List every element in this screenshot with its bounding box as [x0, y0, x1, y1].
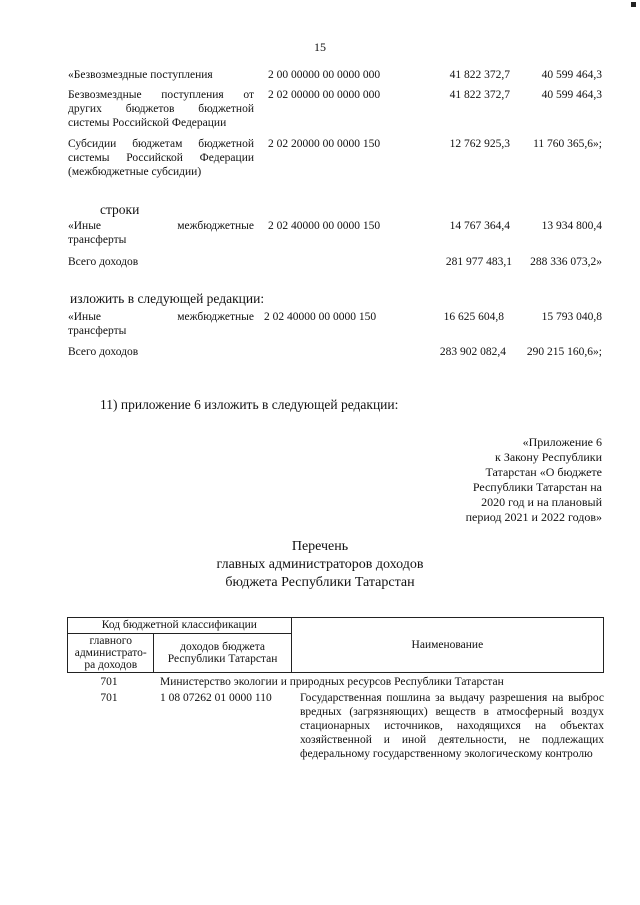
- row-code: 2 02 40000 00 0000 150: [264, 311, 377, 323]
- row-value-2020: 12 762 925,3: [449, 138, 510, 150]
- row-code: 2 02 20000 00 0000 150: [268, 138, 381, 150]
- strings-label: строки: [100, 202, 140, 217]
- row-value-2021: 11 760 365,6»;: [533, 138, 602, 150]
- list-subtitle: бюджета Республики Татарстан: [225, 575, 415, 590]
- admin-code-cell: 701: [100, 676, 118, 688]
- row-value-2021: 288 336 073,2»: [530, 256, 602, 268]
- row-name: [68, 219, 254, 247]
- row-value-2021: 40 599 464,3: [541, 89, 602, 101]
- row-name-part: межбюджетные: [177, 311, 254, 323]
- row-name-part: межбюджетные: [177, 220, 254, 232]
- item-11-paragraph: 11) приложение 6 изложить в следующей редакции:: [100, 397, 399, 412]
- row-value-2021: 15 793 040,8: [541, 311, 602, 323]
- row-name: Всего доходов: [68, 346, 139, 358]
- appendix-line: 2020 год и на плановый: [481, 495, 602, 509]
- row-value-2020: 41 822 372,7: [449, 89, 510, 101]
- appendix-line: «Приложение 6: [522, 435, 602, 449]
- row-value-2021: 13 934 800,4: [541, 220, 602, 232]
- list-subtitle: главных администраторов доходов: [216, 557, 424, 572]
- row-name-part: «Иные: [68, 220, 102, 232]
- list-title: Перечень: [291, 539, 349, 554]
- appendix-line: Татарстан «О бюджете: [485, 465, 602, 479]
- admin-code-cell: 701: [100, 692, 118, 704]
- header-name-cell: Наименование: [291, 618, 603, 673]
- page-number: 15: [314, 40, 326, 54]
- revenue-code-cell: 1 08 07262 01 0000 110: [160, 692, 272, 704]
- row-code: 2 02 40000 00 0000 150: [268, 220, 381, 232]
- row-code: 2 00 00000 00 0000 000: [268, 69, 381, 81]
- row-value-2020: 16 625 604,8: [443, 311, 504, 323]
- row-value-2020: 41 822 372,7: [449, 69, 510, 81]
- appendix-line: период 2021 и 2022 годов»: [465, 510, 602, 524]
- appendix-line: к Закону Республики: [494, 450, 602, 464]
- row-value-2021: 290 215 160,6»;: [526, 346, 602, 358]
- row-name-part: «Иные: [68, 311, 102, 323]
- new-edition-label: изложить в следующей редакции:: [70, 291, 265, 306]
- row-code: 2 02 00000 00 0000 000: [268, 89, 381, 101]
- row-value-2020: 281 977 483,1: [445, 256, 512, 268]
- row-name: Безвозмездные поступления от других бюджетов бюджетной системы Российской Федерации: [68, 89, 254, 129]
- header-admin-cell: главного администрато-ра доходов: [68, 634, 154, 673]
- header-group-cell: Код бюджетной классификации: [68, 618, 292, 634]
- appendix-line: Республики Татарстан на: [472, 480, 602, 494]
- row-name: Всего доходов: [68, 256, 139, 268]
- row-name-part: трансферты: [68, 234, 127, 246]
- row-name: Субсидии бюджетам бюджетной системы Российской Федерации (межбюджетные субсидии): [68, 138, 254, 178]
- row-value-2021: 40 599 464,3: [541, 69, 602, 81]
- name-cell: Государственная пошлина за выдачу разрешения на выброс вредных (загрязняющих) веществ в атмосферный воздух стационарных источников, находящихся на объектах хозяйственной и иной деятельности, не подлежащих федеральному государственному экологическому контролю: [300, 692, 604, 760]
- row-name-part: трансферты: [68, 325, 127, 337]
- row-value-2020: 283 902 082,4: [439, 346, 506, 358]
- administrators-table: [67, 617, 604, 673]
- row-value-2020: 14 767 364,4: [449, 220, 510, 232]
- appendix-header: [430, 435, 602, 525]
- corner-mark: [631, 2, 636, 7]
- row-name: «Безвозмездные поступления: [68, 69, 213, 81]
- header-code-cell: доходов бюджета Республики Татарстан: [154, 634, 291, 673]
- name-cell: Министерство экологии и природных ресурсов Республики Татарстан: [160, 676, 504, 688]
- row-name: [68, 310, 254, 338]
